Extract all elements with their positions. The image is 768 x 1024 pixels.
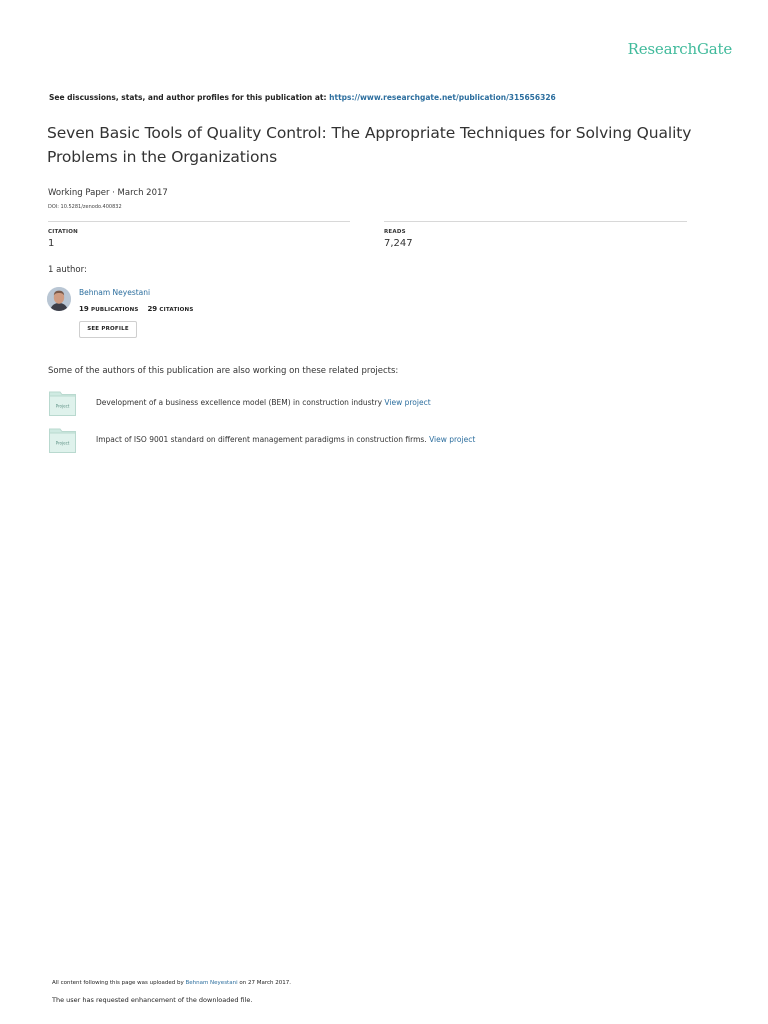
project-item [96,435,475,444]
divider-left [48,221,350,222]
researchgate-logo[interactable]: ResearchGate [627,40,732,58]
discussion-prefix: See discussions, stats, and author profiles for this publication at: [49,93,330,102]
author-avatar[interactable] [47,287,71,311]
upload-prefix: All content following this page was uploaded by [52,980,186,986]
upload-note [52,980,291,986]
project-folder-icon[interactable] [49,390,76,416]
view-project-link[interactable]: View project [429,435,476,444]
project-icon-label: Project [55,440,70,446]
citations-count: 29 [147,305,158,313]
project-title: Development of a business excellence model (BEM) in construction industry [96,398,383,407]
publications-count: 19 [79,305,89,313]
paper-type-date: Working Paper · March 2017 [48,188,168,198]
project-item [96,398,431,407]
upload-suffix: on 27 March 2017. [237,980,291,986]
publication-link[interactable]: https://www.researchgate.net/publication/315656326 [329,93,556,102]
related-projects-heading: Some of the authors of this publication are also working on these related projects: [48,366,399,376]
publications-label: PUBLICATIONS [90,307,139,313]
citation-count: 1 [48,238,55,249]
enhancement-note: The user has requested enhancement of the downloaded file. [52,996,253,1004]
project-folder-icon[interactable] [49,427,76,453]
view-project-link[interactable]: View project [384,398,431,407]
reads-label: READS [384,229,406,235]
author-stats [79,305,194,313]
project-icon-label: Project [55,403,70,409]
divider-right [384,221,687,222]
reads-count: 7,247 [384,238,413,249]
avatar-portrait-icon [47,287,71,311]
author-name-link[interactable]: Behnam Neyestani [79,288,151,297]
authors-heading: 1 author: [48,265,87,275]
discussion-notice [49,93,556,102]
project-title: Impact of ISO 9001 standard on different management paradigms in construction firms. [96,435,427,444]
citation-label: CITATION [48,229,78,235]
paper-doi: DOI: 10.5281/zenodo.400832 [48,204,122,210]
see-profile-button[interactable]: SEE PROFILE [79,321,137,338]
uploader-link[interactable]: Behnam Neyestani [185,980,238,986]
citations-label: CITATIONS [159,307,194,313]
paper-title: Seven Basic Tools of Quality Control: The Appropriate Techniques for Solving Quality Problems in the Organizations [47,124,692,166]
